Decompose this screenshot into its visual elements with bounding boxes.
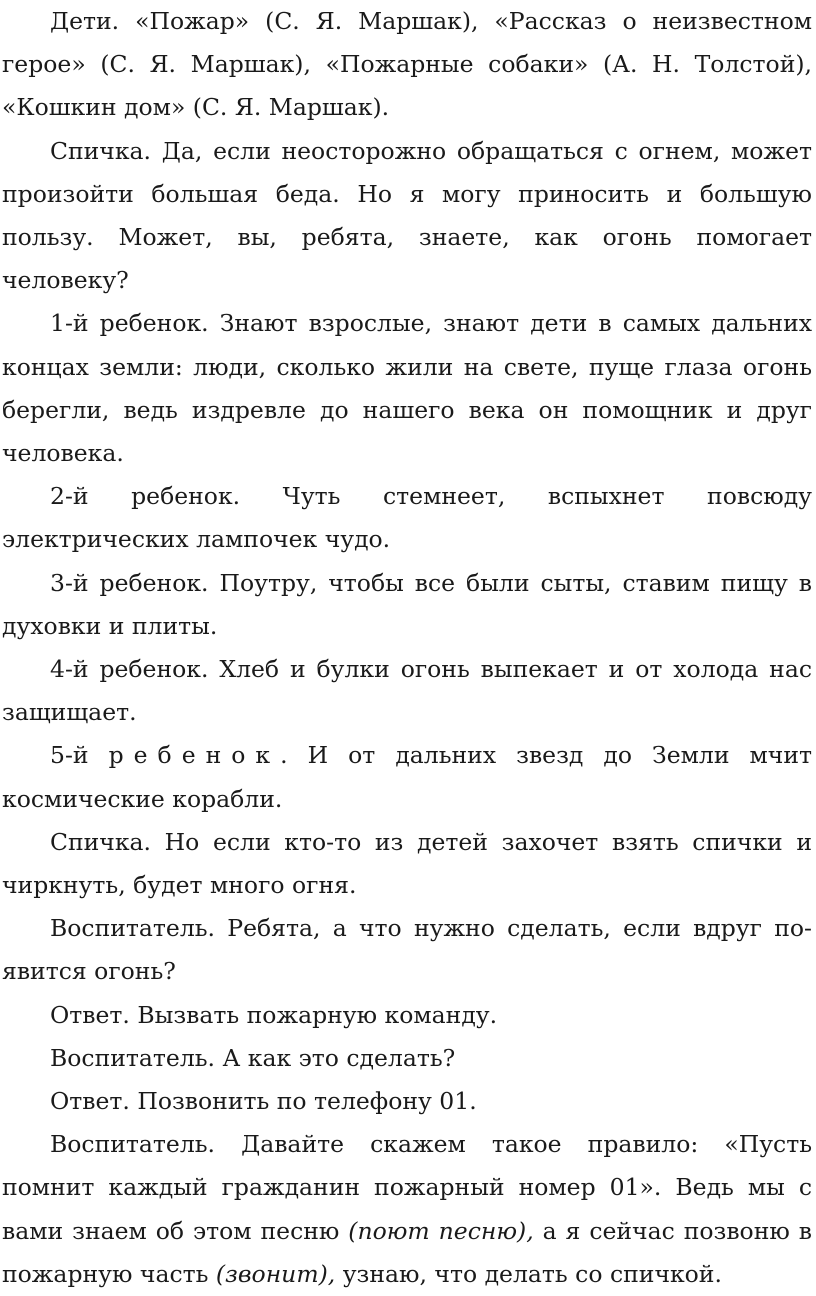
paragraph-text: Спичка. Но если кто-то из детей захочет взять спички и чиркнуть, будет много огня. [2,827,812,900]
paragraph-teacher-question [2,907,812,993]
paragraph-text: Ответ. Позвонить по телефону 01. [50,1087,477,1116]
paragraph-text: Воспитатель. А как это сделать? [50,1043,456,1072]
speaker-label-spaced: ребенок [108,741,281,770]
paragraph-text: узнаю, что делать со спичкой. [335,1259,722,1288]
paragraph-text: Ответ. Вызвать пожарную команду. [50,1000,498,1029]
paragraph-text: а я сейчас позвоню в пожарную часть [2,1216,812,1288]
paragraph-text: . И от дальних звезд до Земли мчит космические корабли. [2,741,812,813]
paragraph-match-speech [2,130,812,303]
paragraph-text: 1-й ребенок. Знают взрослые, знают дети в самых дальних концах земли: люди, сколько жили на свете, пуще глаза огонь берегли, ведь издревле до нашего века он помощник и друг человека. [2,309,812,468]
paragraph-text: 4-й ребенок. Хлеб и булки огонь выпекает и от холода нас защищает. [2,655,812,727]
paragraph-teacher-how [2,1037,812,1080]
paragraph-answer-call-team [2,994,812,1037]
paragraph-child-4 [2,648,812,734]
paragraph-child-5 [2,734,812,820]
paragraph-child-1 [2,302,812,475]
paragraph-text: Спичка. Да, если неосторожно обращаться с огнем, может произойти большая беда. Но я могу приносить и большую пользу. Может, вы, ребята, знаете, как огонь помогает человеку? [2,136,812,295]
paragraph-text: Дети. «Пожар» (С. Я. Маршак), «Рассказ о неизвестном герое» (С. Я. Маршак), «Пожарные собаки» (А. Н. Толстой), «Кошкин дом» (С. Я. Маршак). [2,7,812,122]
paragraph-text: Воспитатель. Давайте скажем такое правило: «Пусть помнит каждый гражданин пожарный номер 01». Ведь мы с вами знаем об этом песню [2,1130,812,1245]
speaker-number: 5-й [50,741,109,770]
paragraph-text: 3-й ребенок. Поутру, чтобы все были сыты, ставим пищу в духовки и плиты. [2,568,812,640]
paragraph-match-warning [2,821,812,907]
paragraph-text: 2-й ребенок. Чуть стемнеет, вспыхнет повсюду электрических лампочек чудо. [2,482,812,554]
paragraph-teacher-rule [2,1123,812,1296]
stage-direction-sing: (поют песню), [348,1216,534,1245]
paragraph-answer-phone [2,1080,812,1123]
paragraph-child-3 [2,562,812,648]
paragraph-child-2 [2,475,812,561]
stage-direction-call: (звонит), [215,1259,336,1288]
paragraph-answer-books [2,0,812,130]
paragraph-text: Воспитатель. Ребята, а что нужно сделать, если вдруг появится огонь? [2,914,812,986]
